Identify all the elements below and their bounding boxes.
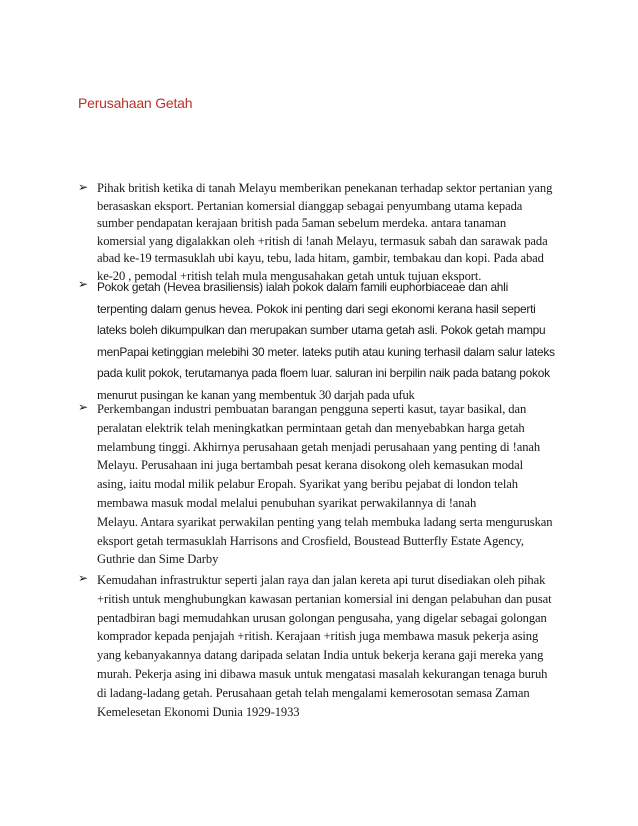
paragraph-line: Melayu. Perusahaan ini juga bertambah pesat kerana disokong oleh kemasukan modal — [97, 458, 524, 473]
arrow-bullet-icon: ➢ — [78, 277, 89, 291]
document-title: Perusahaan Getah — [78, 95, 193, 111]
arrow-bullet-icon: ➢ — [78, 400, 89, 414]
paragraph-line: Melayu. Antara syarikat perwakilan penting yang telah membuka ladang serta menguruskan — [97, 514, 553, 529]
paragraph-line: di ladang-ladang getah. Perusahaan getah telah mengalami kemerosotan semasa Zaman — [97, 685, 530, 700]
paragraph-line: lateks boleh dikumpulkan dan merupakan sumber utama getah asli. Pokok getah mampu — [97, 323, 546, 338]
arrow-bullet-icon: ➢ — [78, 180, 89, 194]
paragraph-line: melambung tinggi. Akhirnya perusahaan getah menjadi perusahaan yang penting di !anah — [97, 439, 541, 454]
paragraph-text — [97, 180, 558, 285]
paragraph-line: pentadbiran bagi memudahkan urusan golongan pengusaha, yang digelar sebagai golongan — [97, 610, 547, 625]
paragraph-line: berasaskan eksport. Pertanian komersial dianggap sebagai penyumbang utama kepada — [97, 198, 523, 213]
paragraph-line: asing, iaitu modal milik pelabur Eropah. Syarikat yang beribu pejabat di london telah — [97, 477, 518, 492]
paragraph-line: terpenting dalam genus hevea. Pokok ini penting dari segi ekonomi kerana hasil seperti — [97, 301, 536, 316]
paragraph-text — [97, 400, 558, 569]
paragraph-line: Pokok getah (Hevea brasiliensis) ialah pokok dalam famili euphorbiaceae dan ahli — [97, 280, 508, 294]
paragraph-line: Kemudahan infrastruktur seperti jalan raya dan jalan kereta api turut disediakan oleh pihak — [97, 573, 546, 587]
paragraph-line: Kemelesetan Ekonomi Dunia 1929-1933 — [97, 704, 300, 719]
paragraph-line: yang kebanyakannya datang daripada selatan India untuk bekerja kerana gaji mereka yang — [97, 648, 544, 663]
arrow-bullet-icon: ➢ — [78, 571, 89, 585]
paragraph-line: ke-20 , pemodal +ritish telah mula mengusahakan getah untuk tujuan eksport. — [97, 268, 482, 283]
bullet-paragraph-4 — [78, 571, 558, 721]
paragraph-line: Pihak british ketika di tanah Melayu memberikan penekanan terhadap sektor pertanian yang — [97, 181, 553, 195]
paragraph-text — [97, 571, 558, 721]
paragraph-line: sumber pendapatan kerajaan british pada 5aman sebelum merdeka. antara tanaman — [97, 216, 507, 230]
paragraph-line: pada kulit pokok, terutamanya pada floem luar. saluran ini berpilin naik pada batang pokok — [97, 366, 550, 381]
bullet-paragraph-1 — [78, 180, 558, 285]
bullet-paragraph-3 — [78, 400, 558, 569]
paragraph-text — [97, 277, 558, 407]
paragraph-line: +ritish untuk menghubungkan kawasan pertanian komersial ini dengan pelabuhan dan pusat — [97, 591, 552, 606]
paragraph-line: menPapai ketinggian melebihi 30 meter. lateks putih atau kuning terhasil dalam salur lateks — [97, 344, 555, 359]
paragraph-line: Guthrie dan Sime Darby — [97, 552, 219, 567]
paragraph-line: murah. Pekerja asing ini dibawa masuk untuk mengatasi masalah kekurangan tenaga buruh — [97, 666, 548, 681]
paragraph-line: menurut pusingan ke kanan yang membentuk 30 darjah pada ufuk — [97, 387, 415, 402]
paragraph-line: peralatan elektrik telah meningkatkan permintaan getah dan menyebabkan harga getah — [97, 420, 525, 435]
paragraph-line: eksport getah termasuklah Harrisons and Crosfield, Boustead Butterfly Estate Agency, — [97, 533, 524, 548]
paragraph-line: komersial yang digalakkan oleh +ritish di !anah Melayu, termasuk sabah dan sarawak pada — [97, 233, 548, 248]
paragraph-line: abad ke-19 termasuklah ubi kayu, tebu, lada hitam, gambir, tembakau dan kopi. Pada abad — [97, 251, 544, 265]
paragraph-line: Perkembangan industri pembuatan barangan pengguna seperti kasut, tayar basikal, dan — [97, 402, 527, 416]
paragraph-line: membawa masuk modal melalui penubuhan syarikat perwakilannya di !anah — [97, 495, 477, 510]
bullet-paragraph-2 — [78, 277, 558, 407]
paragraph-line: komprador kepada penjajah +ritish. Kerajaan +ritish juga membawa masuk pekerja asing — [97, 629, 539, 644]
